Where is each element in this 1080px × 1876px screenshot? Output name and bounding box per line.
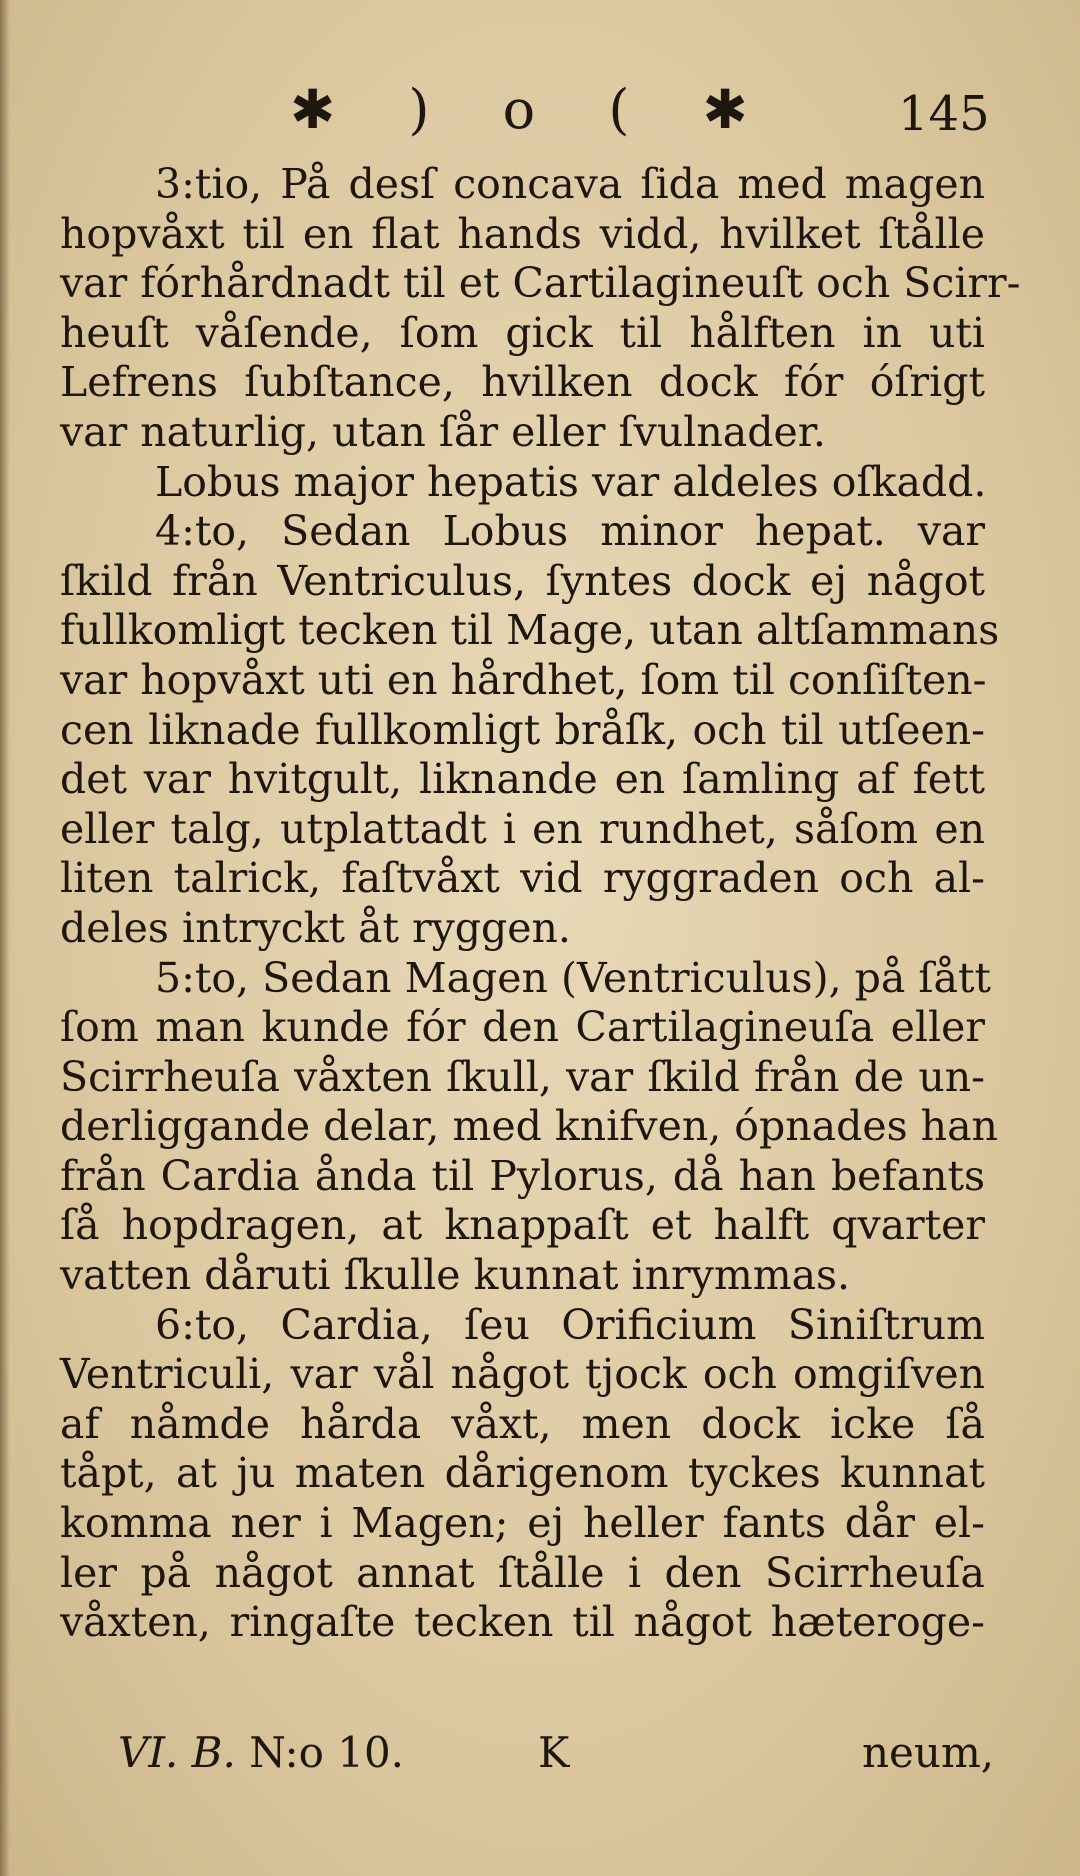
- text-line: var fórhårdnadt til et Cartilagineuſt och Scirr-: [60, 259, 1021, 308]
- catchword: neum,: [862, 1728, 995, 1777]
- header-ornament: ✱ ) o ( ✱: [290, 78, 776, 141]
- body-text: [60, 160, 1021, 1648]
- text-line: Lefrens ſubſtance, hvilken dock fór óſrigt: [60, 358, 985, 407]
- page-footer: [0, 1720, 1080, 1790]
- text-line: heuſt våſende, ſom gick til hålften in uti: [60, 308, 985, 357]
- text-line: Ventriculi, var vål något tjock och omgiſven: [60, 1350, 985, 1399]
- text-line: ſom man kunde fór den Cartilagineuſa eller: [60, 1003, 985, 1052]
- text-line: liten talrick, faſtvåxt vid ryggraden och al-: [60, 854, 985, 903]
- signature-line: [118, 1728, 404, 1777]
- signature-volume: VI. B.: [118, 1728, 236, 1777]
- text-line: deles intryckt åt ryggen.: [60, 903, 571, 952]
- text-line: vatten dåruti ſkulle kunnat inrymmas.: [60, 1251, 851, 1300]
- text-line: tåpt, at ju maten dårigenom tyckes kunnat: [60, 1449, 985, 1498]
- text-line: af nåmde hårda våxt, men dock icke ſå: [60, 1399, 985, 1448]
- text-line: fullkomligt tecken til Mage, utan altſammans: [60, 606, 1000, 655]
- text-line: eller talg, utplattadt i en rundhet, såſom en: [60, 804, 985, 853]
- text-line: det var hvitgult, liknande en ſamling af fett: [60, 755, 985, 804]
- text-line: Lobus major hepatis var aldeles oſkadd.: [155, 457, 987, 506]
- text-line: 5:to, Sedan Magen (Ventriculus), på ſått: [155, 953, 991, 1002]
- text-line: 3:tio, På desſ concava ſida med magen: [155, 160, 985, 208]
- signature-mark: K: [538, 1728, 570, 1777]
- text-line: derliggande delar, med knifven, ópnades han: [60, 1102, 998, 1151]
- text-line: våxten, ringaſte tecken til något hæteroge-: [60, 1598, 985, 1647]
- text-line: ſå hopdragen, at knappaſt et halft qvarter: [60, 1201, 985, 1250]
- text-line: var hopvåxt uti en hårdhet, ſom til conſiſten-: [60, 655, 987, 704]
- text-line: Scirrheuſa våxten ſkull, var ſkild från de un-: [60, 1052, 985, 1101]
- text-line: ſkild från Ventriculus, ſyntes dock ej något: [60, 556, 985, 605]
- page-spine-shadow: [0, 0, 10, 1876]
- text-line: hopvåxt til en flat hands vidd, hvilket ſtålle: [60, 209, 985, 258]
- text-line: 6:to, Cardia, ſeu Orificium Siniſtrum: [155, 1300, 985, 1349]
- page-number: 145: [898, 86, 990, 142]
- text-line: komma ner i Magen; ej heller fants dår el-: [60, 1499, 985, 1548]
- running-header: [0, 72, 1080, 152]
- text-line: cen liknade fullkomligt bråſk, och til utſeen-: [60, 705, 985, 754]
- text-line: från Cardia ånda til Pylorus, då han befants: [60, 1151, 985, 1200]
- text-line: ler på något annat ſtålle i den Scirrheuſa: [60, 1548, 985, 1597]
- text-line: var naturlig, utan ſår eller ſvulnader.: [60, 407, 826, 456]
- text-line: 4:to, Sedan Lobus minor hepat. var: [155, 507, 985, 556]
- signature-number: N:o 10.: [235, 1728, 405, 1777]
